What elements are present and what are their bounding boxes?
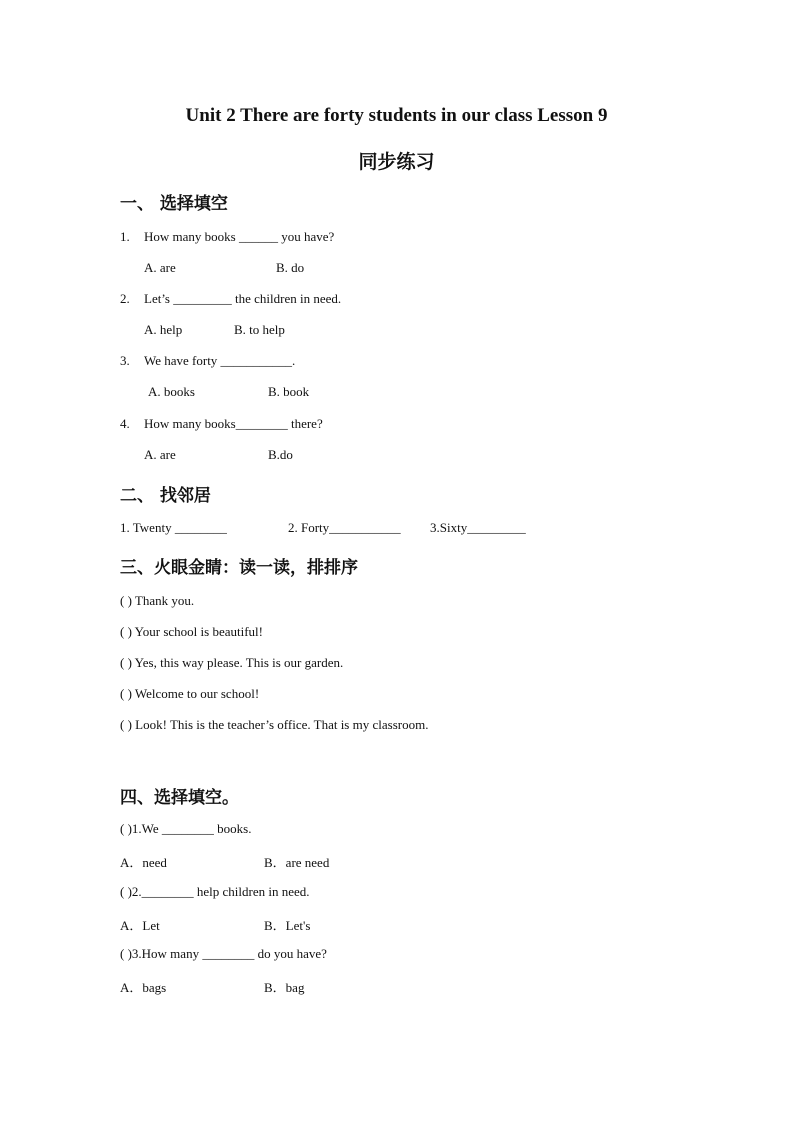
s2-item-2: 2. Forty___________ <box>288 520 401 535</box>
s1-question-2 <box>120 291 341 307</box>
s1-q1-option-b: B. do <box>276 260 305 275</box>
s1-q3-option-a: A. books <box>148 384 195 399</box>
s1-q4-option-a: A. are <box>144 447 176 462</box>
s1-q3-text: We have forty ___________. <box>144 353 296 368</box>
s4-q2-option-b: B．Let's <box>264 918 311 933</box>
s4-q3-option-a: A．bags <box>120 980 167 995</box>
s1-question-3 <box>120 353 295 369</box>
s4-q1-option-a: A．need <box>120 855 167 870</box>
section2-heading: 二、 找邻居 <box>120 486 211 506</box>
s4-q1-stem: ( )1.We ________ books. <box>120 821 252 836</box>
s4-q2-option-a: A．Let <box>120 918 160 933</box>
s3-line-3: ( ) Yes, this way please. This is our garden. <box>120 655 344 670</box>
s4-q3-stem: ( )3.How many ________ do you have? <box>120 946 327 961</box>
s3-line-2: ( ) Your school is beautiful! <box>120 624 263 639</box>
s2-item-3: 3.Sixty_________ <box>430 520 526 535</box>
page-title: Unit 2 There are forty students in our class Lesson 9 <box>185 105 608 126</box>
s1-q1-text: How many books ______ you have? <box>144 229 335 244</box>
s1-q4-number: 4. <box>120 416 130 431</box>
section1-heading: 一、 选择填空 <box>120 194 228 214</box>
s1-q2-option-b: B. to help <box>234 322 285 337</box>
page-subtitle: 同步练习 <box>358 151 435 173</box>
s3-line-4: ( ) Welcome to our school! <box>120 686 260 701</box>
s1-q1-number: 1. <box>120 229 130 244</box>
s4-q2-stem: ( )2.________ help children in need. <box>120 884 310 899</box>
s1-question-1 <box>120 229 334 245</box>
section3-heading: 三、火眼金睛：读一读，排排序 <box>120 558 358 578</box>
s4-q3-option-b: B．bag <box>264 980 305 995</box>
section4-heading: 四、选择填空。 <box>120 788 239 808</box>
s1-q4-text: How many books________ there? <box>144 416 323 431</box>
s1-q1-option-a: A. are <box>144 260 176 275</box>
s1-q2-number: 2. <box>120 291 130 306</box>
s2-item-1: 1. Twenty ________ <box>120 520 227 535</box>
s1-q4-option-b: B.do <box>268 447 293 462</box>
s1-q2-option-a: A. help <box>144 322 183 337</box>
s1-question-4 <box>120 416 323 432</box>
s4-q1-option-b: B．are need <box>264 855 330 870</box>
s1-q3-number: 3. <box>120 353 130 368</box>
s1-q2-text: Let’s _________ the children in need. <box>144 291 342 306</box>
s3-line-1: ( ) Thank you. <box>120 593 195 608</box>
s1-q3-option-b: B. book <box>268 384 310 399</box>
s3-line-5: ( ) Look! This is the teacher’s office. That is my classroom. <box>120 717 429 732</box>
